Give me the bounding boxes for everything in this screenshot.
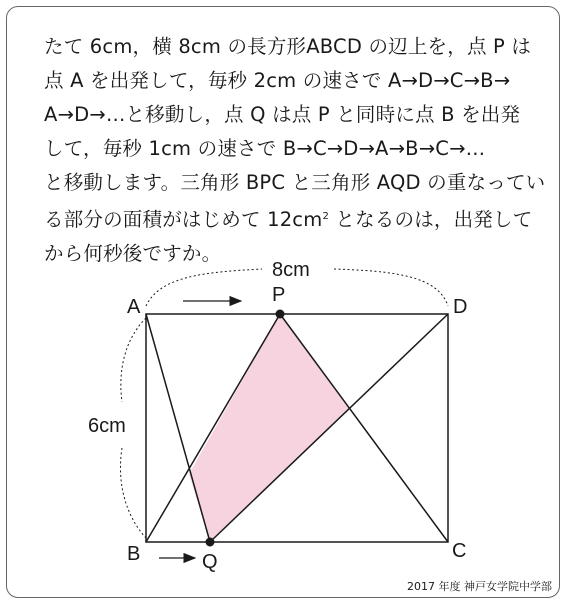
point-q [206,538,215,547]
height-dimension-arc-top [121,318,146,402]
problem-line-6-tail: となるのは，出発して [329,208,533,231]
area-unit-superscript: 2 [322,211,329,222]
problem-line-4: して，毎秒 1cm の速さで B→C→D→A→B→C→… [44,137,486,160]
problem-line-1: たて 6cm，横 8cm の長方形ABCD の辺上を，点 P は [44,35,532,58]
label-a: A [127,296,141,318]
problem-line-5: と移動します。三角形 BPC と三角形 AQD の重なってい [44,171,546,194]
problem-line-6-head: る部分の面積がはじめて 12cm [44,208,323,231]
point-p [276,310,285,319]
segment-aq [146,314,210,542]
width-label: 8cm [272,259,310,281]
label-c: C [452,540,467,562]
label-q: Q [202,551,218,573]
height-dimension-arc-bottom [120,448,146,538]
height-label: 6cm [88,415,126,437]
label-b: B [127,543,141,565]
source-caption: 2017 年度 神戸女学院中学部 [407,580,552,593]
label-p: P [272,284,286,306]
problem-line-3: A→D→…と移動し，点 Q は点 P と同時に点 B を出発 [44,103,521,126]
problem-line-2: 点 A を出発して，毎秒 2cm の速さで A→D→C→B→ [44,69,511,92]
problem-line-7: から何秒後ですか。 [44,242,222,265]
width-dimension-arc-right [334,269,448,306]
label-d: D [453,296,468,318]
